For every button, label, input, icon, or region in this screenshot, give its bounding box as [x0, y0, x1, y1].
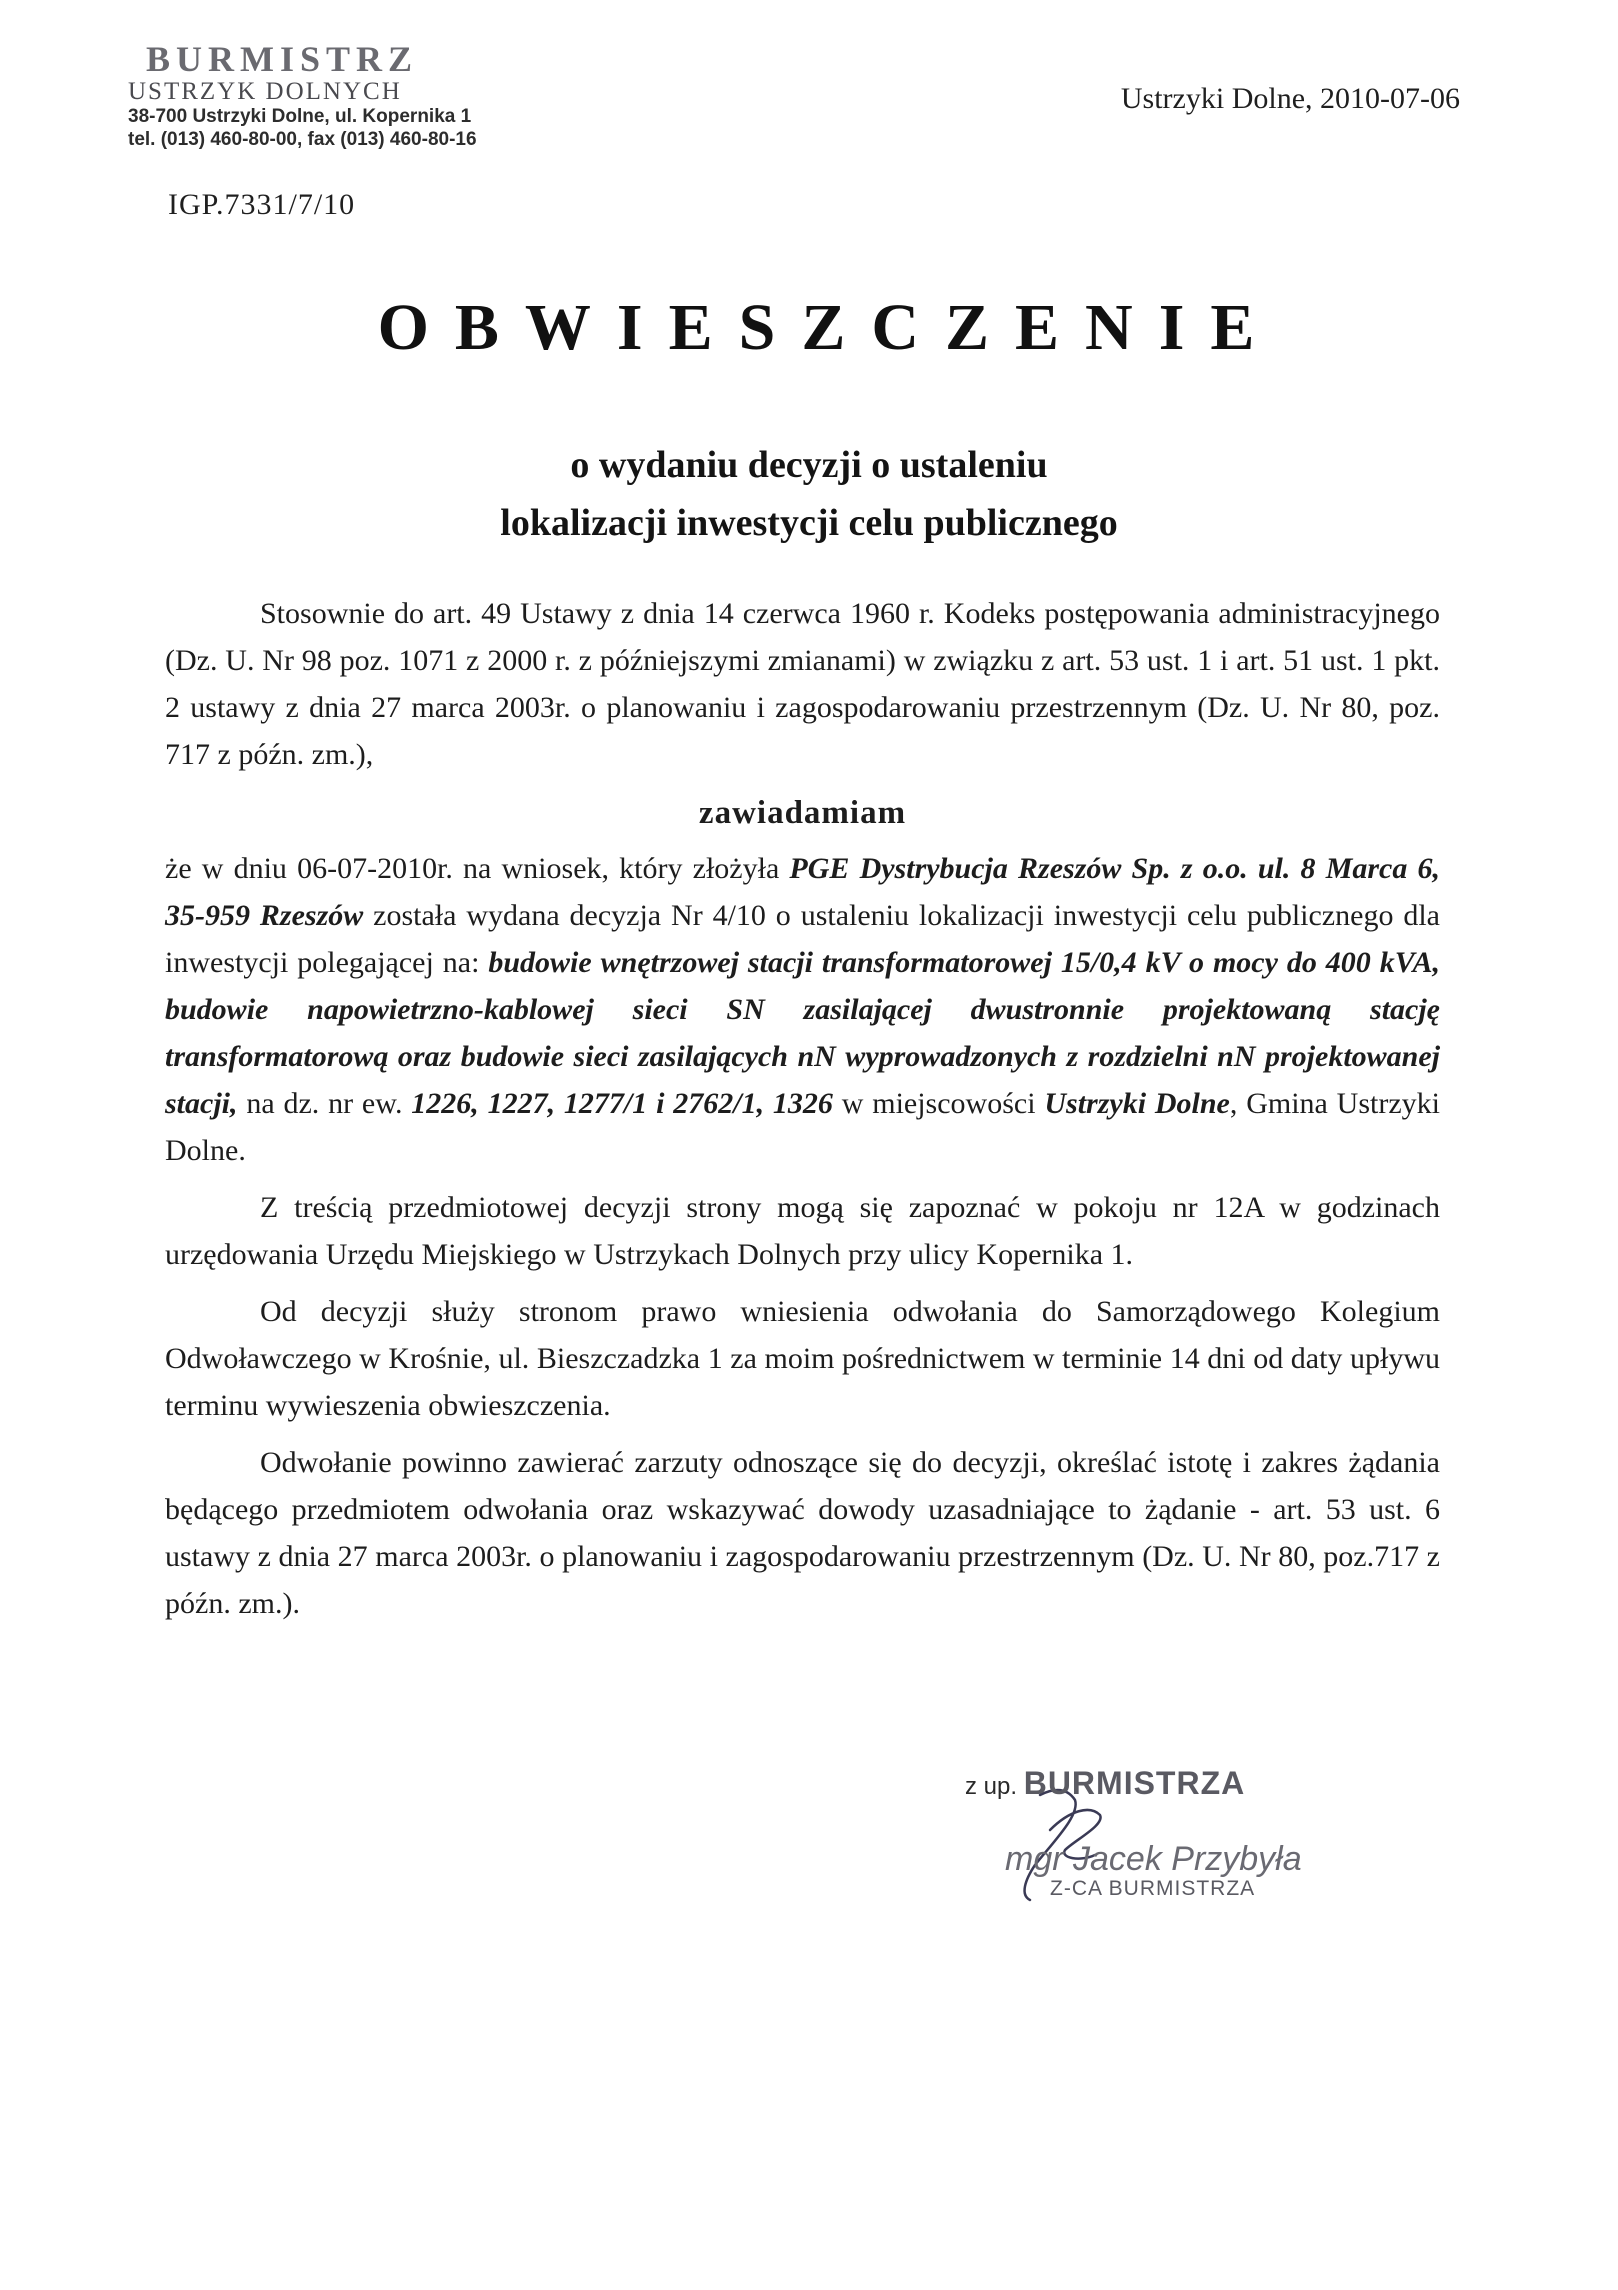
- signatory-role: Z-CA BURMISTRZA: [1050, 1877, 1256, 1900]
- appeal-content-paragraph: Odwołanie powinno zawierać zarzuty odnoszące się do decyzji, określać istotę i zakres żądania będącego przedmiotem odwołania oraz wskazywać dowody uzasadniające to żądanie - art. 53 ust. 6 ustawy z dnia 27 marca 2003r. o planowaniu i zagospodarowaniu przestrzennym (Dz. U. Nr 80, poz.717 z późn. zm.).: [165, 1446, 1440, 1620]
- signature-authority: [965, 1765, 1305, 1802]
- stamp-subtitle: USTRZYK DOLNYCH: [128, 78, 402, 105]
- office-stamp: [128, 40, 488, 151]
- reference-number: IGP.7331/7/10: [168, 188, 356, 221]
- document-body: [165, 590, 1440, 1627]
- notify-heading: zawiadamiam: [698, 795, 907, 831]
- signatory-name: mgr Jacek Przybyła: [1005, 1840, 1302, 1878]
- investment-scope: budowie wnętrzowej stacji transformatorowej 15/0,4 kV o mocy do 400 kVA, budowie napowietrzno-kablowej sieci SN zasilającej dwustronnie projektowaną stację transformatorową oraz budowie sieci zasilających nN wyprowadzonych z rozdzielni nN projektowanej stacji,: [165, 946, 1441, 1120]
- access-paragraph: Z treścią przedmiotowej decyzji strony mogą się zapoznać w pokoju nr 12A w godzinach urzędowania Urzędu Miejskiego w Ustrzykach Dolnych przy ulicy Kopernika 1.: [165, 1191, 1440, 1271]
- intro-paragraph: Stosownie do art. 49 Ustawy z dnia 14 czerwca 1960 r. Kodeks postępowania administracyjnego (Dz. U. Nr 98 poz. 1071 z 2000 r. z późniejszymi zmianami) w związku z art. 53 ust. 1 i art. 51 ust. 1 pkt. 2 ustawy z dnia 27 marca 2003r. o planowaniu i zagospodarowaniu przestrzennym (Dz. U. Nr 80, poz. 717 z późn. zm.),: [165, 597, 1440, 771]
- decision-text-3: na dz. nr ew.: [237, 1087, 412, 1120]
- decision-text-4: w miejscowości: [832, 1087, 1045, 1120]
- decision-paragraph: [165, 845, 1440, 1174]
- parcel-numbers: 1226, 1227, 1277/1 i 2762/1, 1326: [411, 1087, 833, 1120]
- decision-text-2: została wydana decyzja Nr 4/10 o ustaleniu lokalizacji inwestycji celu publicznego dla inwestycji polegającej na:: [165, 899, 1440, 979]
- decision-text-5: , Gmina Ustrzyki Dolne.: [165, 1087, 1440, 1167]
- signature-block: [965, 1765, 1305, 1901]
- stamp-phone: tel. (013) 460-80-00, fax (013) 460-80-16: [128, 129, 477, 150]
- decision-text-1: że w dniu 06-07-2010r. na wniosek, który złożyła: [165, 852, 790, 885]
- place-date: Ustrzyki Dolne, 2010-07-06: [1120, 82, 1460, 115]
- appeal-paragraph: Od decyzji służy stronom prawo wniesienia odwołania do Samorządowego Kolegium Odwoławczego w Krośnie, ul. Bieszczadzka 1 za moim pośrednictwem w terminie 14 dni od daty upływu terminu wywieszenia obwieszczenia.: [165, 1295, 1440, 1422]
- signature-office: BURMISTRZA: [1023, 1765, 1246, 1801]
- signature-zup: z up.: [965, 1773, 1018, 1800]
- document-title: OBWIESZCZENIE: [377, 291, 1281, 364]
- applicant-name: PGE Dystrybucja Rzeszów Sp. z o.o. ul. 8 Marca 6, 35-959 Rzeszów: [165, 852, 1441, 932]
- subtitle-line-2: lokalizacji inwestycji celu publicznego: [500, 502, 1118, 544]
- document-subtitle: [0, 436, 1618, 552]
- stamp-address: 38-700 Ustrzyki Dolne, ul. Kopernika 1: [128, 106, 472, 127]
- stamp-title: BURMISTRZ: [146, 39, 419, 79]
- subtitle-line-1: o wydaniu decyzji o ustaleniu: [570, 444, 1048, 486]
- locality-name: Ustrzyki Dolne: [1044, 1087, 1230, 1120]
